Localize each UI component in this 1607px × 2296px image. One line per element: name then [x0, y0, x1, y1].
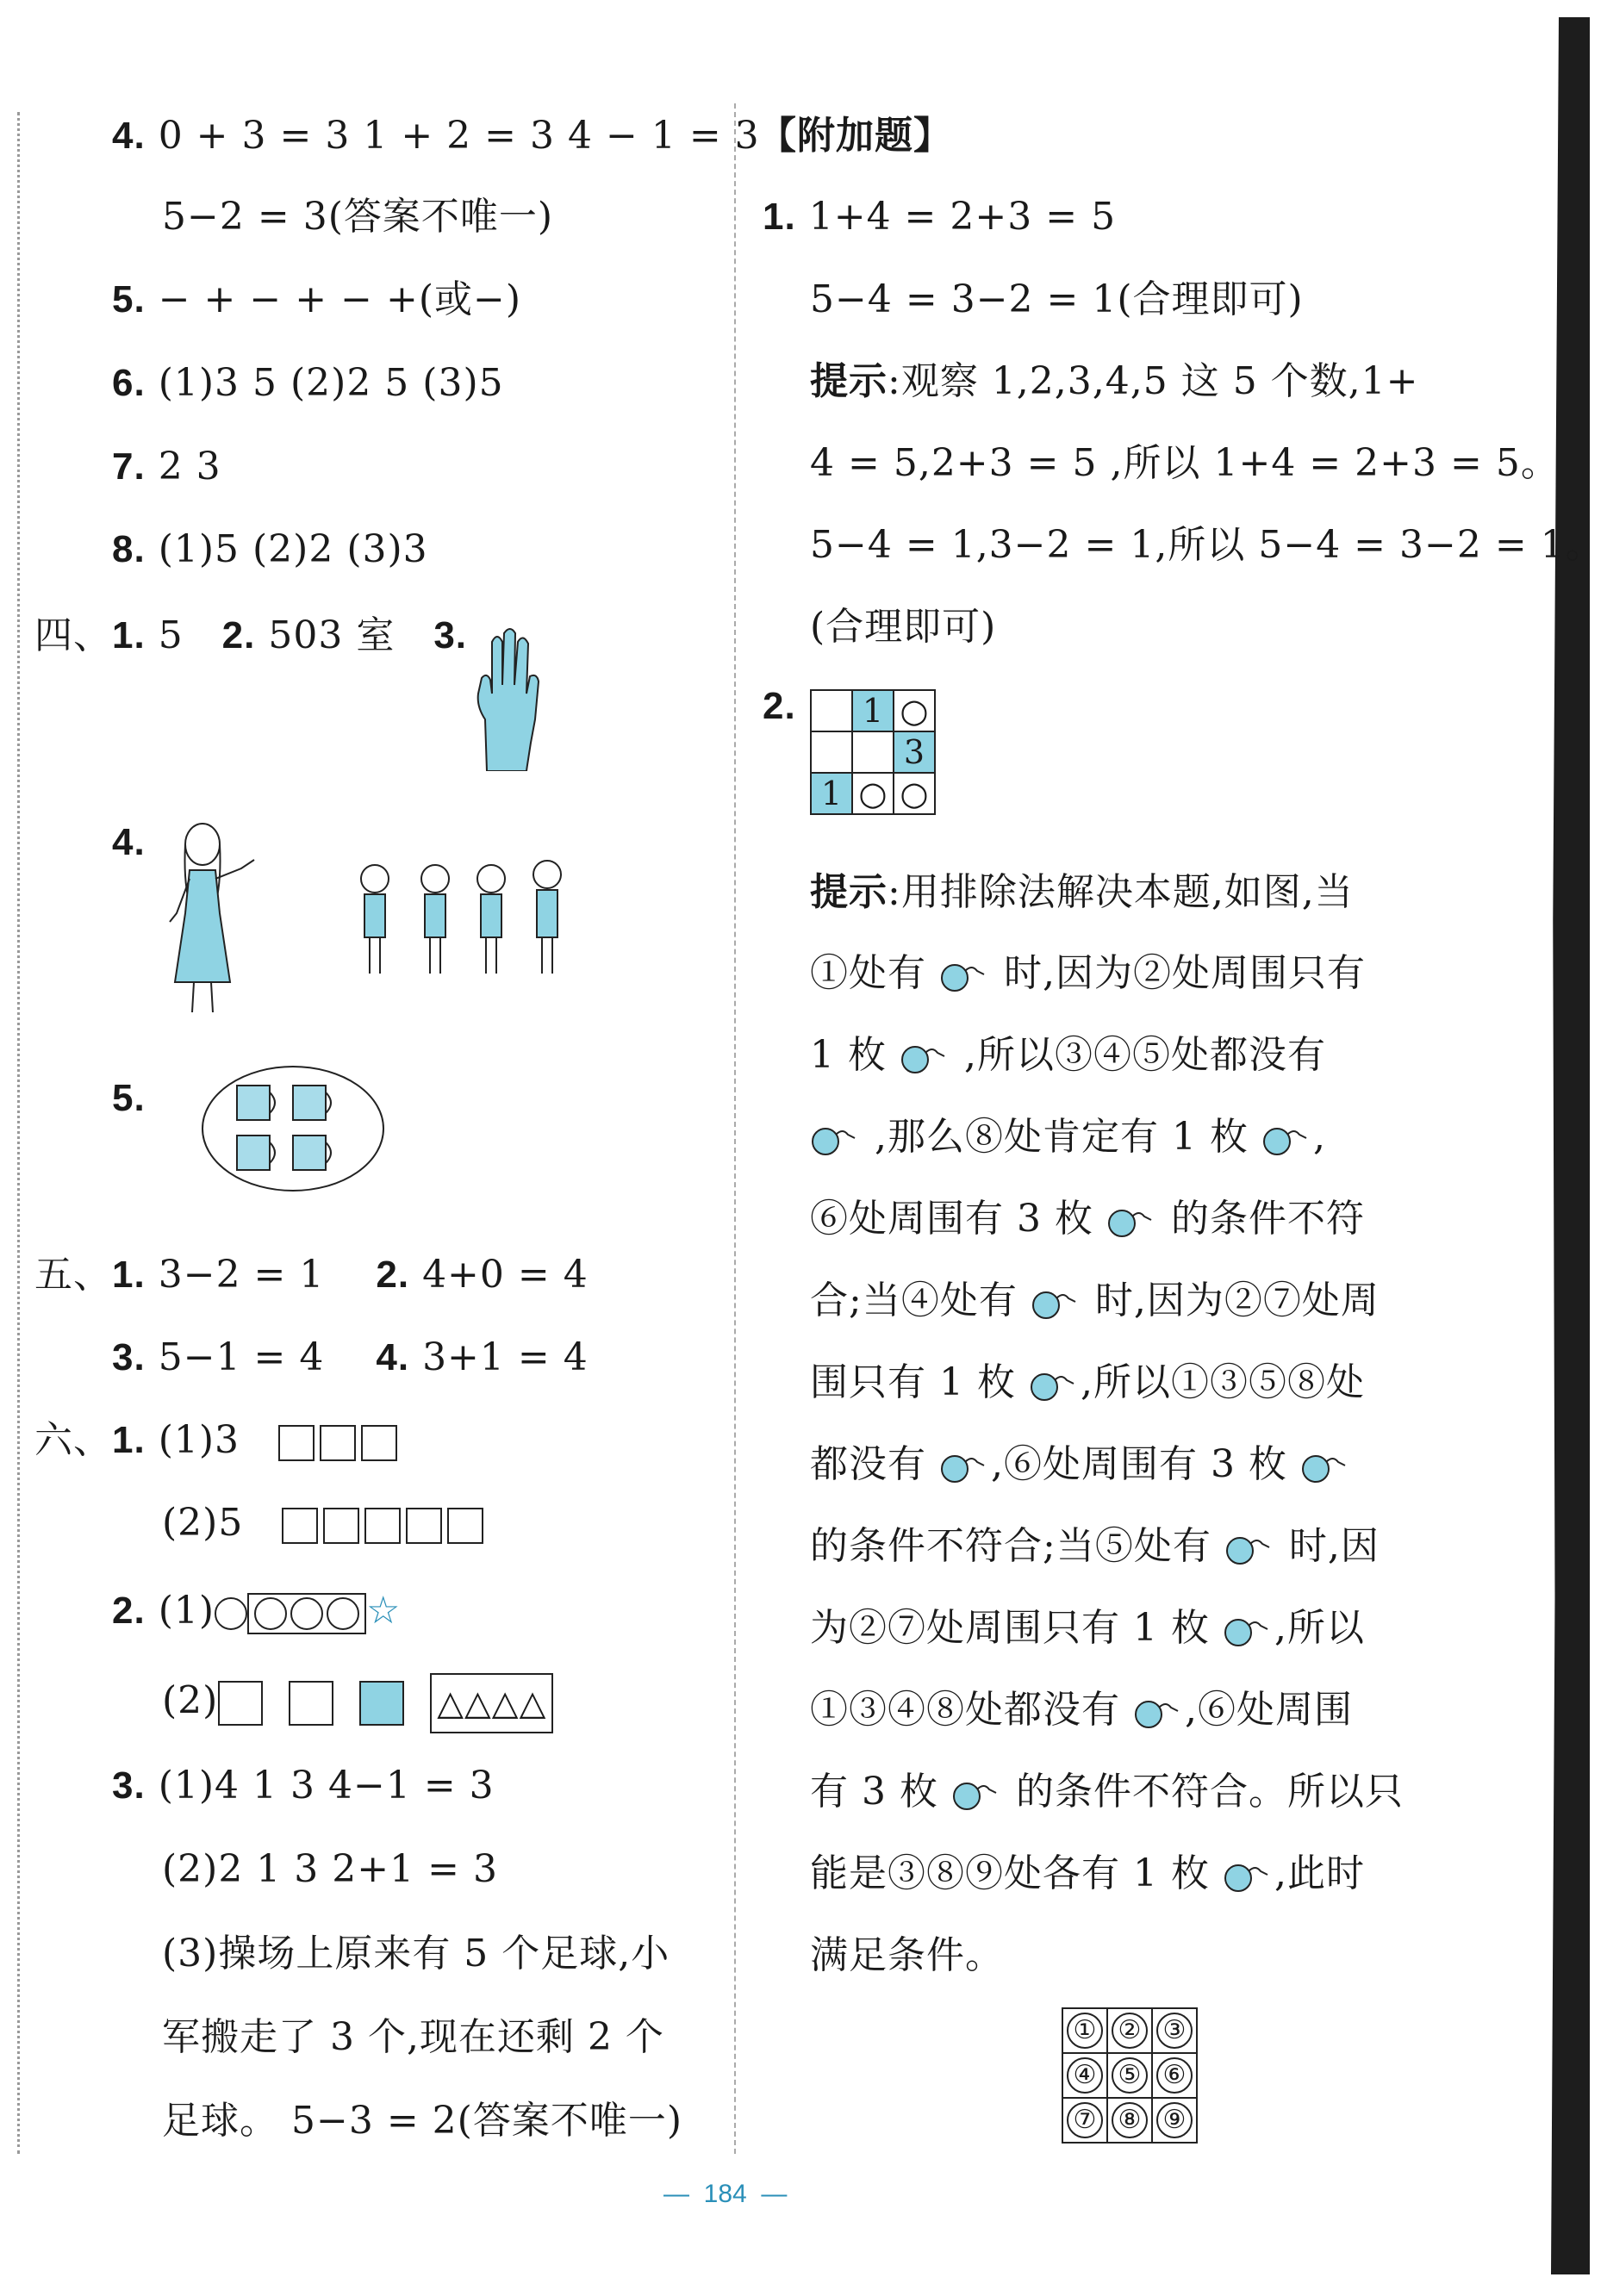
- sec4-label: 四、: [34, 613, 112, 657]
- cell-6: ⑥: [1156, 2057, 1193, 2094]
- page-edge-shadow: [1551, 17, 1590, 2274]
- sec6-3b-line: (2)2 1 3 2+1 = 3: [162, 1847, 498, 1891]
- sec5-2-answer: 4+0 = 4: [422, 1253, 589, 1297]
- r1-hint-1: 提示:观察 1,2,3,4,5 这 5 个数,1+: [810, 359, 1419, 403]
- sec6-2a-label: (1): [158, 1589, 215, 1633]
- three-squares: [278, 1425, 397, 1461]
- sec4-3-number: 3.: [433, 614, 468, 656]
- hand-illustration: [470, 625, 547, 771]
- q7-answer: 2 3: [158, 445, 221, 488]
- sec4-2-number: 2.: [221, 614, 256, 656]
- sec6-1-number: 1.: [112, 1419, 146, 1461]
- r2-line: [763, 681, 796, 732]
- mine-icon: [900, 1041, 951, 1075]
- mine-icon: [1223, 1614, 1274, 1648]
- sec6-1b-answer: (2)5: [162, 1501, 244, 1545]
- cell-2: ②: [1112, 2013, 1148, 2049]
- mine-icon: [939, 959, 991, 993]
- teacher-figure: [170, 824, 254, 1012]
- r1-line-1: [763, 191, 1116, 243]
- r1-hint-4: (合理即可): [810, 605, 997, 649]
- mine-icon: [1106, 1204, 1158, 1239]
- sec4-1-number: 1.: [112, 614, 146, 656]
- sec5-2-number: 2.: [376, 1254, 410, 1296]
- sec6-3-number: 3.: [112, 1764, 146, 1807]
- hint-label: 提示: [810, 359, 888, 403]
- r2-hint-7: 围只有 1 枚 ,所以①③⑤⑧处: [810, 1360, 1365, 1404]
- q4-answer-1: 0 + 3 = 3 1 + 2 = 3 4 − 1 = 3: [158, 114, 760, 158]
- mine-icon: [810, 1123, 862, 1157]
- cell-1: ①: [1067, 2013, 1103, 2049]
- q8-answer: (1)5 (2)2 (3)3: [158, 527, 428, 571]
- triangles-frame: [430, 1673, 553, 1733]
- sec6-1b-line: [162, 1497, 483, 1549]
- r2-hint-8: 都没有 ,⑥处周围有 3 枚: [810, 1439, 1352, 1490]
- r2-hint-9: 的条件不符合;当⑤处有 时,因: [810, 1524, 1380, 1568]
- cell-7: ⑦: [1067, 2102, 1103, 2138]
- r1-hint-2: 4 = 5,2+3 = 5 ,所以 1+4 = 2+3 = 5。: [810, 441, 1560, 485]
- sec4-4-line: [112, 817, 146, 868]
- q4-number: 4.: [112, 115, 146, 157]
- sec5-1-answer: 3−2 = 1: [158, 1253, 325, 1297]
- r1-answer-a: 1+4 = 2+3 = 5: [808, 195, 1117, 239]
- sec5-1-number: 1.: [112, 1254, 146, 1296]
- sec6-3a-answer: (1)4 1 3 4−1 = 3: [158, 1764, 495, 1808]
- cell-8: ⑧: [1112, 2102, 1148, 2138]
- sec5-line-1: [34, 1249, 589, 1301]
- mine-icon: [1261, 1123, 1313, 1157]
- sec5-4-answer: 3+1 = 4: [422, 1335, 589, 1379]
- minesweeper-grid: 1 ○ 3 1 ○ ○: [810, 689, 936, 815]
- five-squares: [282, 1508, 483, 1544]
- sec6-3c-line-2: 军搬走了 3 个,现在还剩 2 个: [162, 2015, 664, 2059]
- sec5-4-number: 4.: [376, 1336, 410, 1378]
- r2-hint-2: ①处有 时,因为②处周围只有: [810, 951, 1366, 995]
- q5-answer: − + − + − +(或−): [158, 277, 522, 321]
- cell-9: ⑨: [1156, 2102, 1193, 2138]
- left-margin-line: [17, 112, 20, 2154]
- sec6-2b-line: [162, 1673, 553, 1733]
- cell-3: ③: [1156, 2013, 1193, 2049]
- r2-hint-1: 提示:用排除法解决本题,如图,当: [810, 870, 1354, 914]
- sec6-2a-line: [112, 1585, 401, 1637]
- sec6-3c-line-3: 足球。 5−3 = 2(答案不唯一): [162, 2099, 683, 2143]
- q6-line: [112, 358, 504, 409]
- mine-icon: [939, 1450, 991, 1484]
- sec4-2-answer: 503 室: [268, 613, 396, 657]
- sec5-label: 五、: [34, 1253, 112, 1297]
- student-figures: [361, 861, 561, 974]
- page-number: — 184 —: [663, 2180, 788, 2208]
- sec4-line: [34, 610, 467, 662]
- sec6-2-number: 2.: [112, 1590, 146, 1632]
- r1-number: 1.: [763, 196, 796, 238]
- mine-icon: [1133, 1696, 1185, 1730]
- sec6-1a-answer: (1)3: [158, 1418, 240, 1462]
- sec5-3-number: 3.: [112, 1336, 146, 1378]
- cell-4: ④: [1067, 2057, 1103, 2094]
- teacher-students-illustration: [159, 818, 573, 1025]
- mine-icon: [951, 1777, 1003, 1812]
- r2-hint-5: ⑥处周围有 3 枚 的条件不符: [810, 1197, 1365, 1241]
- star-icon: ☆: [366, 1589, 402, 1633]
- cell-5: ⑤: [1112, 2057, 1148, 2094]
- sec5-3-answer: 5−1 = 4: [158, 1335, 325, 1379]
- r1-hint-3: 5−4 = 1,3−2 = 1,所以 5−4 = 3−2 = 1。: [810, 523, 1604, 567]
- q4-line-2: 5−2 = 3(答案不唯一): [162, 195, 554, 239]
- mine-icon: [1224, 1532, 1276, 1566]
- q5-line: [112, 274, 521, 326]
- mine-icon: [1300, 1450, 1352, 1484]
- triangles: △△△△: [437, 1683, 547, 1723]
- cups-illustration: [198, 1060, 388, 1198]
- sec4-5-number: 5.: [112, 1077, 146, 1119]
- sec4-4-number: 4.: [112, 821, 146, 863]
- r1-line-2: 5−4 = 3−2 = 1(合理即可): [810, 277, 1304, 321]
- q7-line: [112, 441, 221, 493]
- q4-line-1: [112, 110, 760, 162]
- q7-number: 7.: [112, 445, 146, 488]
- q6-answer: (1)3 5 (2)2 5 (3)5: [158, 361, 504, 405]
- q5-number: 5.: [112, 278, 146, 320]
- sec6-3a-line: [112, 1760, 495, 1812]
- column-divider: [734, 103, 736, 2154]
- r2-number: 2.: [763, 685, 796, 727]
- q8-number: 8.: [112, 528, 146, 570]
- sec4-5-line: [112, 1073, 146, 1124]
- q6-number: 6.: [112, 362, 146, 404]
- sec6-1a-line: [34, 1415, 397, 1466]
- r2-hint-12: 有 3 枚 的条件不符合。所以只: [810, 1770, 1404, 1814]
- sec6-2b-label: (2): [162, 1678, 219, 1723]
- r2-hint-14: 满足条件。: [810, 1933, 1004, 1977]
- mine-icon: [1223, 1859, 1274, 1894]
- r2-hint-11: ①③④⑧处都没有 ,⑥处周围: [810, 1688, 1353, 1732]
- sec6-3c-line-1: (3)操场上原来有 5 个足球,小: [162, 1932, 670, 1976]
- r2-hint-6: 合;当④处有 时,因为②⑦处周: [810, 1279, 1380, 1322]
- mine-icon: [1029, 1368, 1081, 1403]
- extra-title: 【附加题】: [758, 114, 952, 158]
- circle-shape: [215, 1597, 247, 1630]
- sec5-line-2: [112, 1332, 589, 1384]
- r2-hint-3: 1 枚 ,所以③④⑤处都没有: [810, 1033, 1326, 1077]
- q8-line: [112, 524, 428, 576]
- sec6-label: 六、: [34, 1418, 112, 1462]
- circles-frame: [247, 1593, 366, 1634]
- mine-icon: [1031, 1286, 1082, 1321]
- r2-hint-4: ,那么⑧处肯定有 1 枚 ,: [810, 1111, 1326, 1163]
- r2-hint-13: 能是③⑧⑨处各有 1 枚 ,此时: [810, 1851, 1365, 1895]
- numbered-grid: [1062, 2007, 1198, 2144]
- r2-hint-10: 为②⑦处周围只有 1 枚 ,所以: [810, 1606, 1365, 1650]
- sec4-1-answer: 5: [158, 613, 184, 657]
